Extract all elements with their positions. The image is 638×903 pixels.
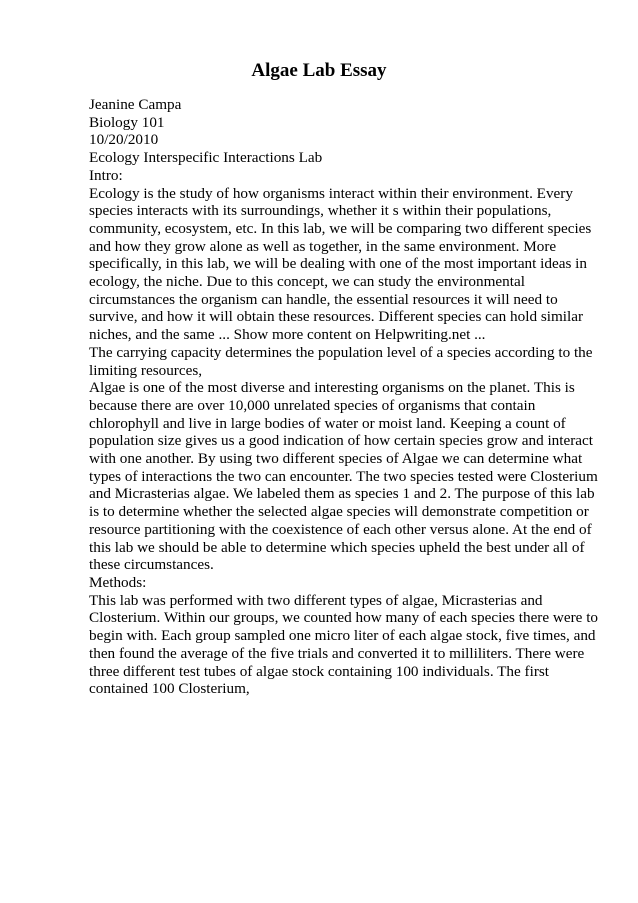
document-body: [89, 96, 599, 698]
text-line: three different test tubes of algae stock containing 100 individuals. The first: [89, 662, 550, 680]
text-line: contained 100 Closterium,: [89, 680, 250, 698]
text-line: Ecology is the study of how organisms interact within their environment. Every: [89, 184, 573, 202]
text-line: these circumstances.: [89, 556, 214, 574]
text-line: survive, and how it will obtain these resources. Different species can hold similar: [89, 308, 584, 326]
text-line: chlorophyll and live in large bodies of water or moist land. Keeping a count of: [89, 414, 566, 432]
text-line: resource partitioning with the coexistence of each other versus alone. At the end of: [89, 520, 592, 538]
text-line: specifically, in this lab, we will be dealing with one of the most important ideas in: [89, 255, 587, 273]
text-line: population size gives us a good indication of how certain species grow and interact: [89, 432, 593, 450]
text-line: begin with. Each group sampled one micro liter of each algae stock, five times, and: [89, 627, 596, 645]
text-line: and how they grow alone as well as together, in the same environment. More: [89, 237, 557, 255]
text-line: niches, and the same ... Show more content on Helpwriting.net ...: [89, 326, 486, 344]
text-line: This lab was performed with two different types of algae, Micrasterias and: [89, 591, 543, 609]
text-line: limiting resources,: [89, 361, 203, 379]
text-line: then found the average of the five trials and converted it to milliliters. There were: [89, 644, 585, 662]
text-line: this lab we should be able to determine which species upheld the best under all of: [89, 538, 585, 556]
text-line: with one another. By using two different species of Algae we can determine what: [89, 450, 583, 468]
text-line: The carrying capacity determines the population level of a species according to the: [89, 343, 593, 361]
text-line: Biology 101: [89, 113, 165, 131]
text-line: circumstances the organism can handle, the essential resources it will need to: [89, 290, 558, 308]
document-title: Algae Lab Essay: [251, 60, 387, 81]
text-line: species interacts with its surroundings, whether it s within their populations,: [89, 202, 552, 220]
text-line: types of interactions the two can encounter. The two species tested were Closterium: [89, 467, 598, 485]
text-line: Closterium. Within our groups, we counted how many of each species there were to: [89, 609, 599, 627]
text-line: Algae is one of the most diverse and interesting organisms on the planet. This is: [89, 379, 575, 397]
text-line: ecology, the niche. Due to this concept, we can study the environmental: [89, 273, 525, 291]
text-line: community, ecosystem, etc. In this lab, we will be comparing two different species: [89, 219, 592, 237]
text-line: 10/20/2010: [89, 131, 159, 149]
text-line: Jeanine Campa: [89, 96, 182, 113]
text-line: because there are over 10,000 unrelated species of organisms that contain: [89, 396, 536, 414]
text-line: and Micrasterias algae. We labeled them as species 1 and 2. The purpose of this lab: [89, 485, 595, 503]
text-line: Intro:: [89, 166, 123, 184]
text-line: is to determine whether the selected algae species will demonstrate competition or: [89, 503, 589, 521]
text-line: Ecology Interspecific Interactions Lab: [89, 149, 323, 167]
text-line: Methods:: [89, 573, 147, 591]
